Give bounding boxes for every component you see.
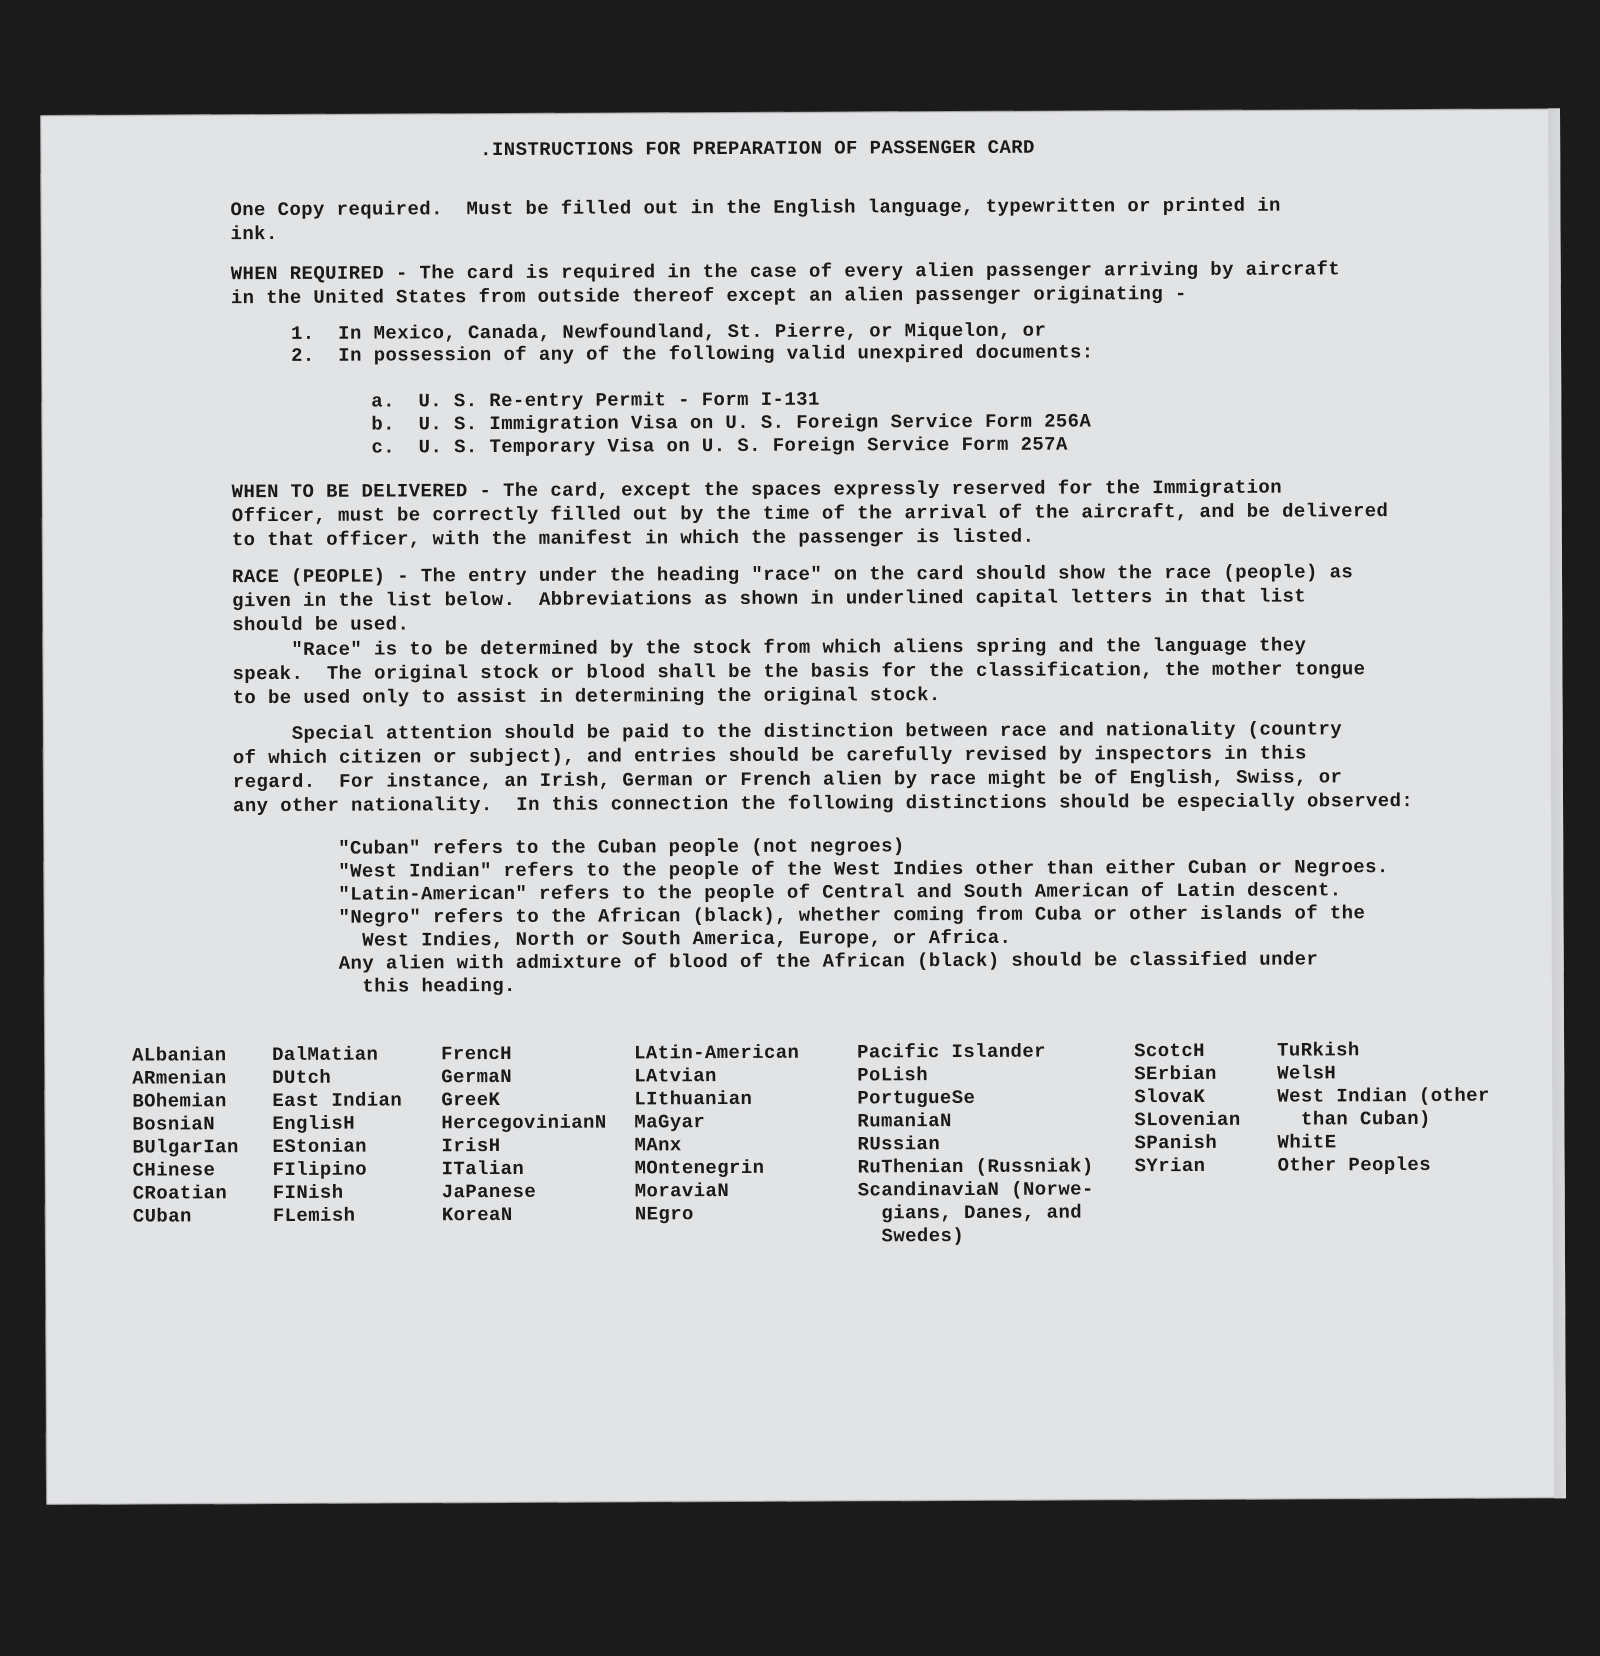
race-list-item: PortugueSe (857, 1086, 976, 1110)
list-item-a: a. U. S. Re-entry Permit - Form I-131 (371, 388, 820, 413)
race-column-7 (1277, 1039, 1490, 1178)
paragraph-when-delivered: WHEN TO BE DELIVERED - The card, except the spaces expressly reserved for the Immigration Officer, must be correctly filled out by the time of the arrival of the aircraft, and be delivered to that officer, with the manifest in which the passenger is listed. (231, 476, 1389, 552)
list-item-2: 2. In possession of any of the following valid unexpired documents: (291, 341, 1094, 367)
race-list-item: ScotcH (1134, 1039, 1205, 1063)
race-list-item: SYrian (1134, 1154, 1206, 1178)
distinctions-list: "Cuban" refers to the Cuban people (not negroes) "West Indian" refers to the people of the West Indies other than either Cuban or Negroes. "Latin-American" refers to the people of Central and South American of Latin descent. "Negro" refers to the African (black), whether coming from Cuba or other islands of the West Indies, North or South America, Europe, or Africa. Any alien with admixture of blood of the African (black) should be classified under this heading. (338, 835, 1389, 998)
race-list-item: SLovenian (1134, 1108, 1241, 1132)
paragraph-race-people: RACE (PEOPLE) - The entry under the heading "race" on the card should show the race (people) as given in the list below. Abbreviations as shown in underlined capital letters in that list should be used. (231, 561, 1354, 637)
race-list-item: MOntenegrin (634, 1156, 765, 1180)
race-list-item: gians, Danes, and (857, 1201, 1083, 1225)
race-list-item: LAtvian (634, 1065, 717, 1088)
race-list-item: SlovaK (1134, 1085, 1206, 1109)
document-title: .INSTRUCTIONS FOR PREPARATION OF PASSENGER CARD (480, 136, 1035, 162)
race-list-item: East Indian (272, 1089, 403, 1112)
race-list-item: CUban (132, 1205, 192, 1228)
race-list-item: EStonian (272, 1135, 367, 1158)
race-list-item: West Indian (other (1277, 1084, 1490, 1108)
race-list-item: GermaN (441, 1065, 513, 1089)
race-list-item: EnglisH (272, 1112, 356, 1135)
race-column-5 (857, 1040, 1094, 1248)
race-list-item: LAtin-American (634, 1041, 800, 1065)
race-list-item: BUlgarIan (132, 1136, 239, 1159)
race-list-item: CRoatian (132, 1182, 228, 1205)
race-column-3 (441, 1043, 607, 1228)
race-column-2 (272, 1043, 403, 1228)
race-list-item: ALbanian (132, 1044, 227, 1067)
race-list-item: DalMatian (272, 1043, 379, 1066)
race-list-item: CHinese (132, 1159, 216, 1182)
race-list-item: MaGyar (634, 1111, 706, 1134)
race-list-item: ARmenian (132, 1067, 227, 1090)
race-list-item: TuRkish (1277, 1039, 1360, 1062)
race-list-item: PoLish (857, 1064, 929, 1087)
race-list-item: MAnx (634, 1134, 682, 1157)
race-list-item: BOhemian (132, 1090, 227, 1113)
race-list-item: RumaniaN (857, 1110, 952, 1133)
race-column-1 (132, 1044, 239, 1228)
race-list-item: than Cuban) (1277, 1107, 1431, 1131)
race-list-item: Other Peoples (1277, 1153, 1432, 1177)
race-list-item: FIlipino (272, 1158, 368, 1181)
race-list-item: Swedes) (857, 1224, 965, 1248)
race-list-item: IrisH (441, 1135, 501, 1158)
race-list-item: NEgro (634, 1203, 694, 1226)
race-list-item: WhitE (1277, 1131, 1337, 1154)
race-column-6 (1134, 1040, 1241, 1178)
race-list-item: SPanish (1134, 1131, 1218, 1155)
race-list-item: SErbian (1134, 1062, 1217, 1086)
list-item-c: c. U. S. Temporary Visa on U. S. Foreign Service Form 257A (371, 433, 1068, 459)
race-list-item: HercegovinianN (441, 1111, 607, 1135)
document-page (40, 108, 1566, 1505)
race-list-item: JaPanese (441, 1180, 537, 1204)
list-item-b: b. U. S. Immigration Visa on U. S. Foreign Service Form 256A (371, 410, 1092, 436)
race-list-item: DUtch (272, 1066, 332, 1089)
race-list-item: FrencH (441, 1042, 512, 1066)
race-column-4 (634, 1042, 800, 1227)
race-list-item: RuThenian (Russniak) (857, 1155, 1094, 1179)
paragraph-when-required: WHEN REQUIRED - The card is required in the case of every alien passenger arriving by aircraft in the United States from outside thereof except an alien passenger originating - (230, 258, 1341, 310)
race-list-item: MoraviaN (634, 1180, 730, 1203)
race-list-item: BosniaN (132, 1113, 216, 1136)
race-list-item: FINish (272, 1181, 344, 1204)
race-list-item: KoreaN (441, 1203, 513, 1227)
race-list-item: WelsH (1277, 1062, 1337, 1085)
paragraph-race-definition: "Race" is to be determined by the stock from which aliens spring and the language they speak. The original stock or blood shall be the basis for the classification, the mother tongue to be used only to assist in determining the original stock. (232, 634, 1366, 710)
race-list-item: ScandinaviaN (Norwe- (857, 1178, 1094, 1202)
race-list-item: LIthuanian (634, 1087, 753, 1111)
list-item-1: 1. In Mexico, Canada, Newfoundland, St. Pierre, or Miquelon, or (290, 319, 1047, 345)
race-list-item: RUssian (857, 1133, 941, 1156)
race-list-item: FLemish (272, 1204, 356, 1227)
paragraph-copy-required: One Copy required. Must be filled out in the English language, typewritten or printed in ink. (230, 194, 1281, 246)
paragraph-special-attention: Special attention should be paid to the distinction between race and nationality (country of which citizen or subject), and entries should be carefully revised by inspectors in this regard. For instance, an Irish, German or French alien by race might be of English, Swiss, or any other nationality. In this connection the following distinctions should be especially observed: (232, 718, 1414, 818)
race-list-item: Pacific Islander (857, 1040, 1046, 1064)
race-list-item: ITalian (441, 1157, 525, 1181)
race-list-item: GreeK (441, 1089, 501, 1112)
